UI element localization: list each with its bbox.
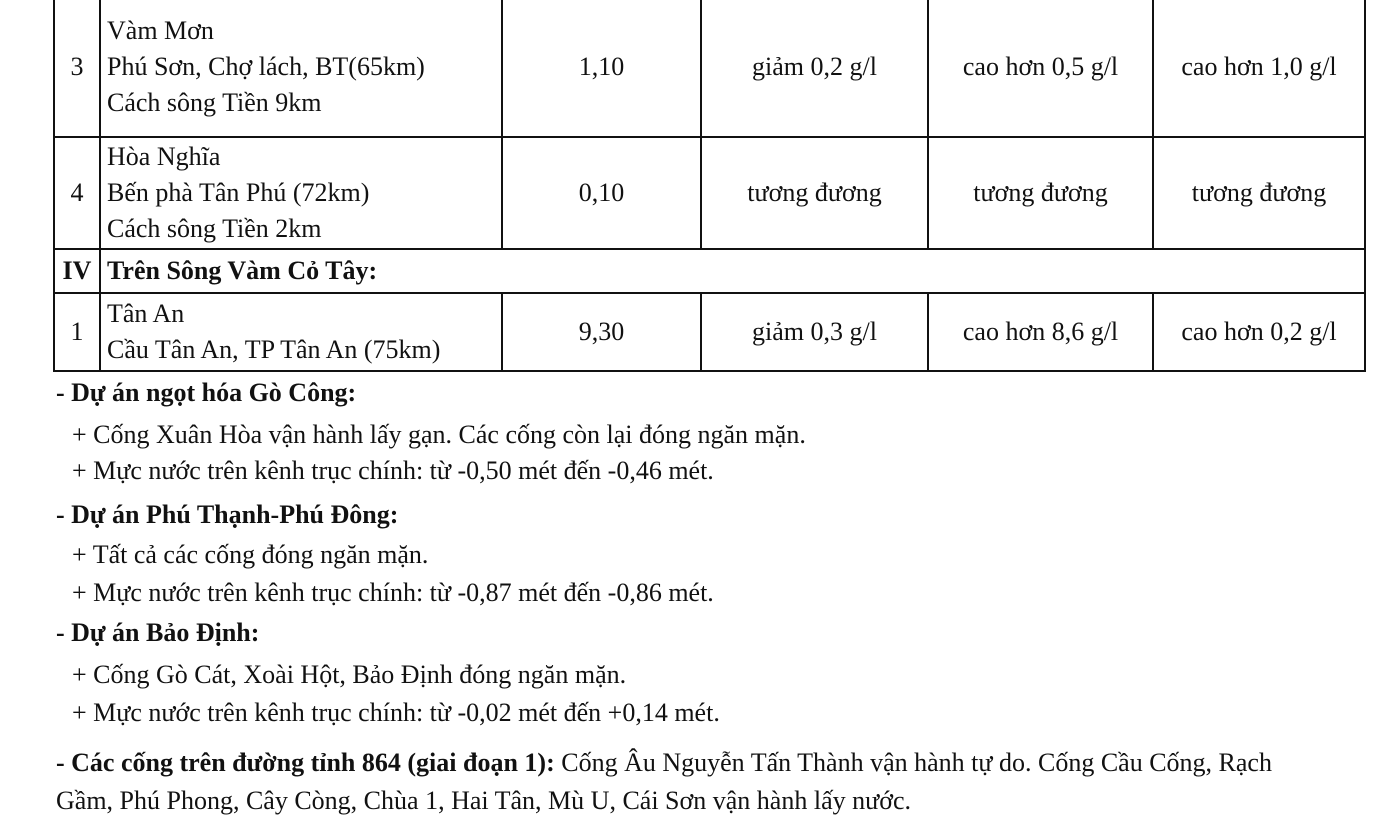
compare-cell: tương đương xyxy=(701,137,928,249)
salinity-table xyxy=(53,0,1366,372)
section-title: Trên Sông Vàm Cỏ Tây: xyxy=(100,249,1365,293)
compare-cell: cao hơn 1,0 g/l xyxy=(1153,0,1365,137)
section-number: IV xyxy=(54,249,100,293)
compare-cell: cao hơn 0,5 g/l xyxy=(928,0,1153,137)
station-distance: Cách sông Tiền 2km xyxy=(107,214,322,243)
salinity-value: 1,10 xyxy=(502,0,701,137)
road-864-text: Cống Âu Nguyễn Tấn Thành vận hành tự do. Cống Cầu Cống, Rạch Gầm, Phú Phong, Cây Còng, Chùa 1, Hai Tân, Mù U, Cái Sơn vận hành lấy nước. xyxy=(56,748,1272,815)
phu-thanh-item: + Mực nước trên kênh trục chính: từ -0,87 mét đến -0,86 mét. xyxy=(72,578,714,607)
row-number: 1 xyxy=(54,293,100,371)
road-864-heading: - Các cống trên đường tỉnh 864 (giai đoạn 1): xyxy=(56,748,555,777)
salinity-value: 9,30 xyxy=(502,293,701,371)
station-place: Cầu Tân An, TP Tân An (75km) xyxy=(107,335,441,364)
station-location xyxy=(100,293,502,371)
go-cong-item: + Cống Xuân Hòa vận hành lấy gạn. Các cống còn lại đóng ngăn mặn. xyxy=(72,420,806,449)
compare-cell: giảm 0,2 g/l xyxy=(701,0,928,137)
station-location xyxy=(100,137,502,249)
station-name: Tân An xyxy=(107,299,185,328)
bao-dinh-item: + Mực nước trên kênh trục chính: từ -0,02 mét đến +0,14 mét. xyxy=(72,698,720,727)
station-name: Vàm Mơn xyxy=(107,16,214,45)
compare-cell: cao hơn 8,6 g/l xyxy=(928,293,1153,371)
bao-dinh-item: + Cống Gò Cát, Xoài Hột, Bảo Định đóng ngăn mặn. xyxy=(72,660,627,689)
compare-cell: giảm 0,3 g/l xyxy=(701,293,928,371)
table-row xyxy=(54,293,1365,371)
road-864-paragraph xyxy=(56,744,1306,820)
bao-dinh-heading: - Dự án Bảo Định: xyxy=(56,618,260,647)
row-number: 4 xyxy=(54,137,100,249)
station-place: Phú Sơn, Chợ lách, BT(65km) xyxy=(107,52,425,81)
station-location xyxy=(100,0,502,137)
row-number: 3 xyxy=(54,0,100,137)
station-place: Bến phà Tân Phú (72km) xyxy=(107,178,370,207)
compare-cell: tương đương xyxy=(928,137,1153,249)
salinity-value: 0,10 xyxy=(502,137,701,249)
phu-thanh-item: + Tất cả các cống đóng ngăn mặn. xyxy=(72,540,429,569)
table-row xyxy=(54,0,1365,137)
go-cong-item: + Mực nước trên kênh trục chính: từ -0,50 mét đến -0,46 mét. xyxy=(72,456,714,485)
go-cong-heading: - Dự án ngọt hóa Gò Công: xyxy=(56,378,357,407)
table-row xyxy=(54,137,1365,249)
phu-thanh-heading: - Dự án Phú Thạnh-Phú Đông: xyxy=(56,500,399,529)
station-name: Hòa Nghĩa xyxy=(107,142,221,171)
section-row xyxy=(54,249,1365,293)
compare-cell: cao hơn 0,2 g/l xyxy=(1153,293,1365,371)
station-distance: Cách sông Tiền 9km xyxy=(107,88,322,117)
compare-cell: tương đương xyxy=(1153,137,1365,249)
